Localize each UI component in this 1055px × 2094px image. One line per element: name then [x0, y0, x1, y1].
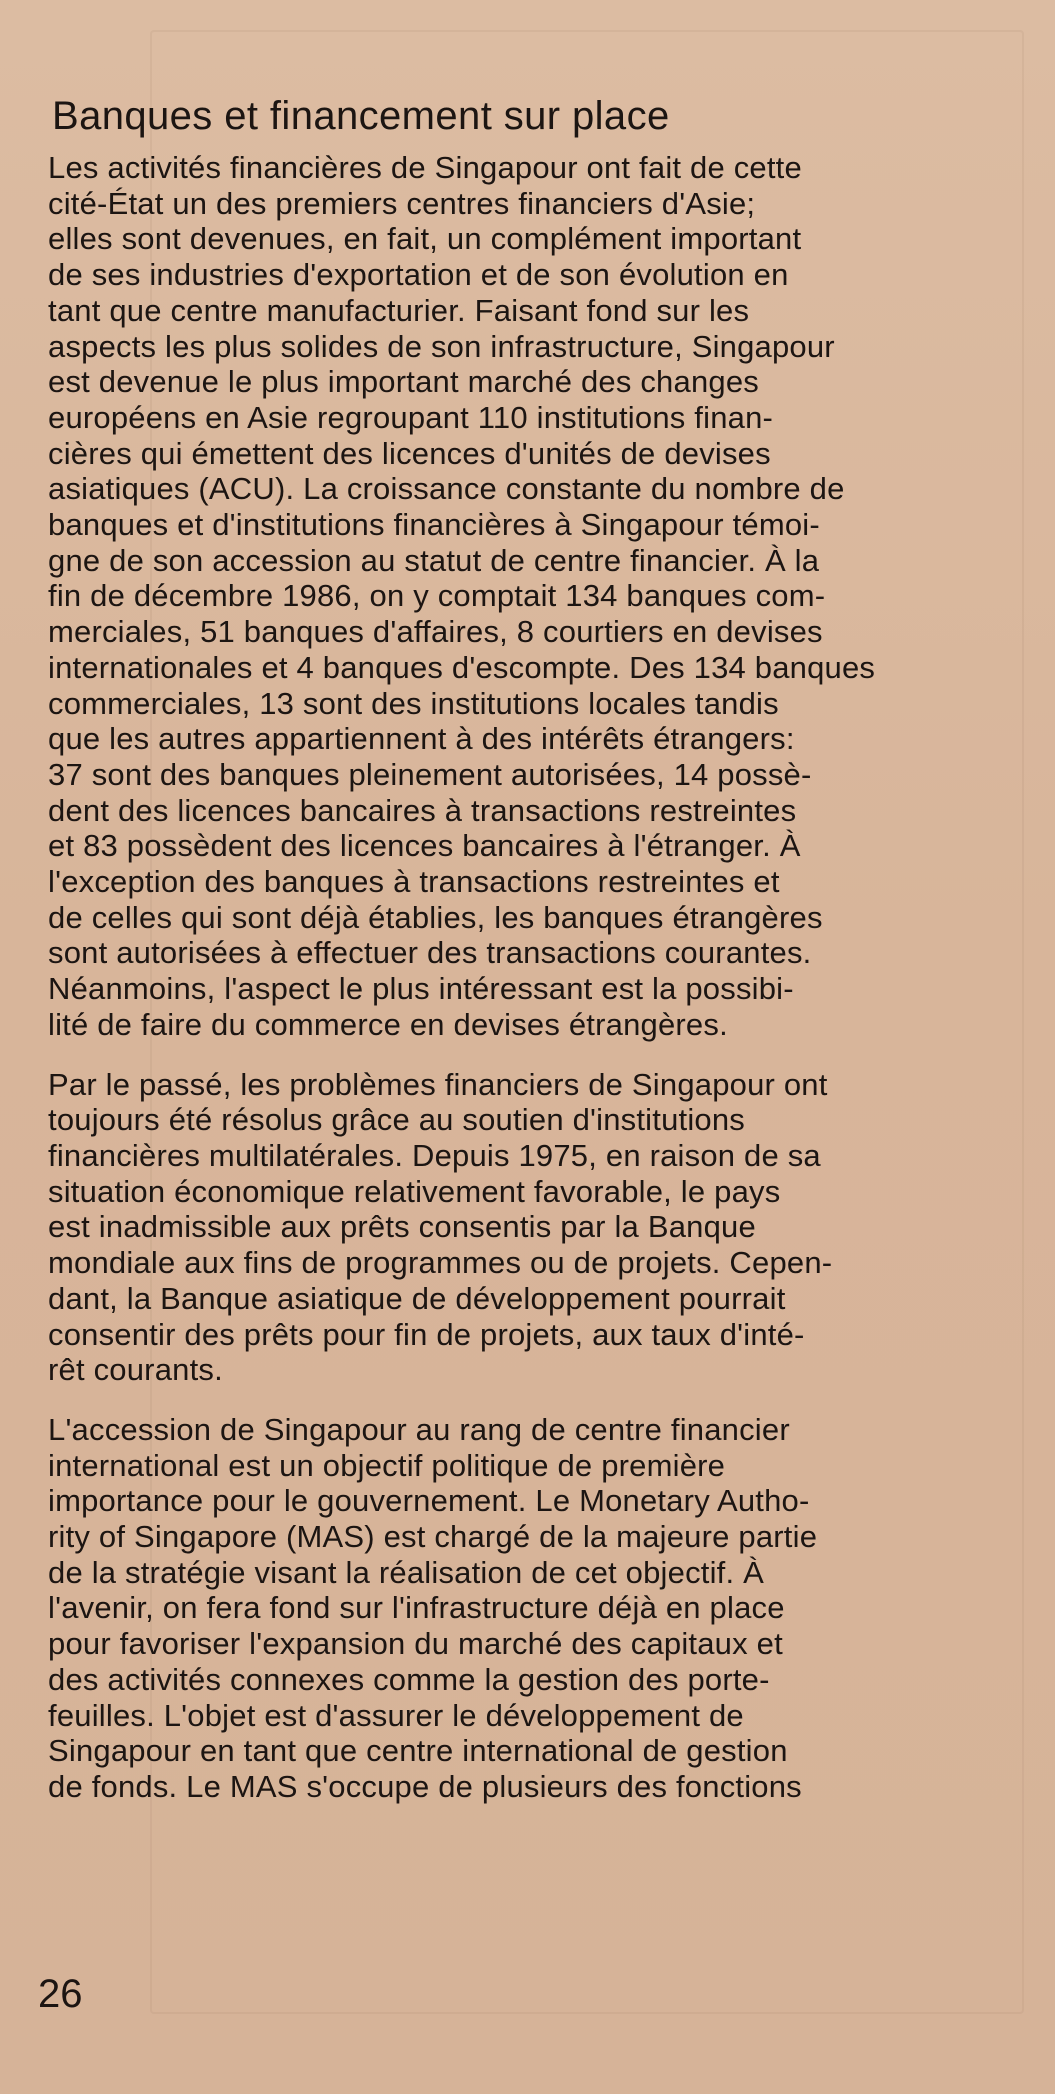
text-line: européens en Asie regroupant 110 institutions finan- — [48, 399, 774, 435]
text-line: pour favoriser l'expansion du marché des capitaux et — [48, 1626, 783, 1662]
text-line: toujours été résolus grâce au soutien d'institutions — [48, 1102, 746, 1138]
paragraph-2 — [48, 1067, 988, 1388]
text-line: international est un objectif politique de première — [48, 1447, 726, 1483]
text-line: consentir des prêts pour fin de projets, aux taux d'inté- — [48, 1316, 805, 1352]
text-line: Néanmoins, l'aspect le plus intéressant est la possibi- — [48, 971, 794, 1007]
paragraph-3 — [48, 1412, 988, 1805]
text-line: merciales, 51 banques d'affaires, 8 courtiers en devises — [48, 614, 823, 650]
article-body — [48, 92, 988, 1829]
text-line: de ses industries d'exportation et de son évolution en — [48, 257, 789, 293]
text-line: feuilles. L'objet est d'assurer le développement de — [48, 1697, 744, 1733]
text-line: 37 sont des banques pleinement autorisées, 14 possè- — [48, 756, 812, 792]
text-line: elles sont devenues, en fait, un complément important — [48, 221, 802, 257]
text-line: dent des licences bancaires à transactions restreintes — [48, 792, 797, 828]
text-line: est inadmissible aux prêts consentis par la Banque — [48, 1209, 756, 1245]
page-number: 26 — [38, 1972, 83, 2016]
text-line: dant, la Banque asiatique de développement pourrait — [48, 1280, 786, 1316]
text-line: de fonds. Le MAS s'occupe de plusieurs des fonctions — [48, 1768, 802, 1804]
text-line: cières qui émettent des licences d'unités de devises — [48, 435, 771, 471]
text-line: l'avenir, on fera fond sur l'infrastructure déjà en place — [48, 1590, 785, 1626]
text-line: rêt courants. — [48, 1352, 223, 1388]
text-line: de la stratégie visant la réalisation de cet objectif. À — [48, 1554, 764, 1590]
text-line: l'exception des banques à transactions restreintes et — [48, 864, 780, 900]
text-line: est devenue le plus important marché des changes — [48, 364, 759, 400]
text-line: gne de son accession au statut de centre financier. À la — [48, 542, 820, 578]
text-line: internationales et 4 banques d'escompte. Des 134 banques — [48, 649, 876, 685]
text-line: banques et d'institutions financières à Singapour témoi- — [48, 507, 820, 543]
text-line: asiatiques (ACU). La croissance constante du nombre de — [48, 471, 845, 507]
text-line: fin de décembre 1986, on y comptait 134 banques com- — [48, 578, 826, 614]
text-line: Par le passé, les problèmes financiers de Singapour ont — [48, 1066, 828, 1102]
text-line: situation économique relativement favorable, le pays — [48, 1173, 781, 1209]
section-heading: Banques et financement sur place — [52, 94, 670, 138]
text-line: rity of Singapore (MAS) est chargé de la majeure partie — [48, 1519, 818, 1555]
text-line: lité de faire du commerce en devises étrangères. — [48, 1006, 728, 1042]
text-line: commerciales, 13 sont des institutions locales tandis — [48, 685, 779, 721]
text-line: et 83 possèdent des licences bancaires à l'étranger. À — [48, 828, 801, 864]
text-line: Les activités financières de Singapour ont fait de cette — [48, 150, 802, 185]
text-line: de celles qui sont déjà établies, les banques étrangères — [48, 899, 823, 935]
text-line: mondiale aux fins de programmes ou de projets. Cepen- — [48, 1245, 833, 1281]
text-line: importance pour le gouvernement. Le Monetary Autho- — [48, 1483, 810, 1519]
text-line: sont autorisées à effectuer des transactions courantes. — [48, 935, 812, 971]
text-line: Singapour en tant que centre international de gestion — [48, 1733, 788, 1769]
text-line: cité-État un des premiers centres financiers d'Asie; — [48, 185, 756, 221]
paragraph-1 — [48, 150, 988, 1043]
text-line: que les autres appartiennent à des intérêts étrangers: — [48, 721, 795, 757]
text-line: L'accession de Singapour au rang de centre financier — [48, 1411, 790, 1447]
text-line: des activités connexes comme la gestion des porte- — [48, 1661, 770, 1697]
text-line: aspects les plus solides de son infrastructure, Singapour — [48, 328, 835, 364]
text-line: financières multilatérales. Depuis 1975, en raison de sa — [48, 1137, 821, 1173]
text-line: tant que centre manufacturier. Faisant fond sur les — [48, 292, 750, 328]
